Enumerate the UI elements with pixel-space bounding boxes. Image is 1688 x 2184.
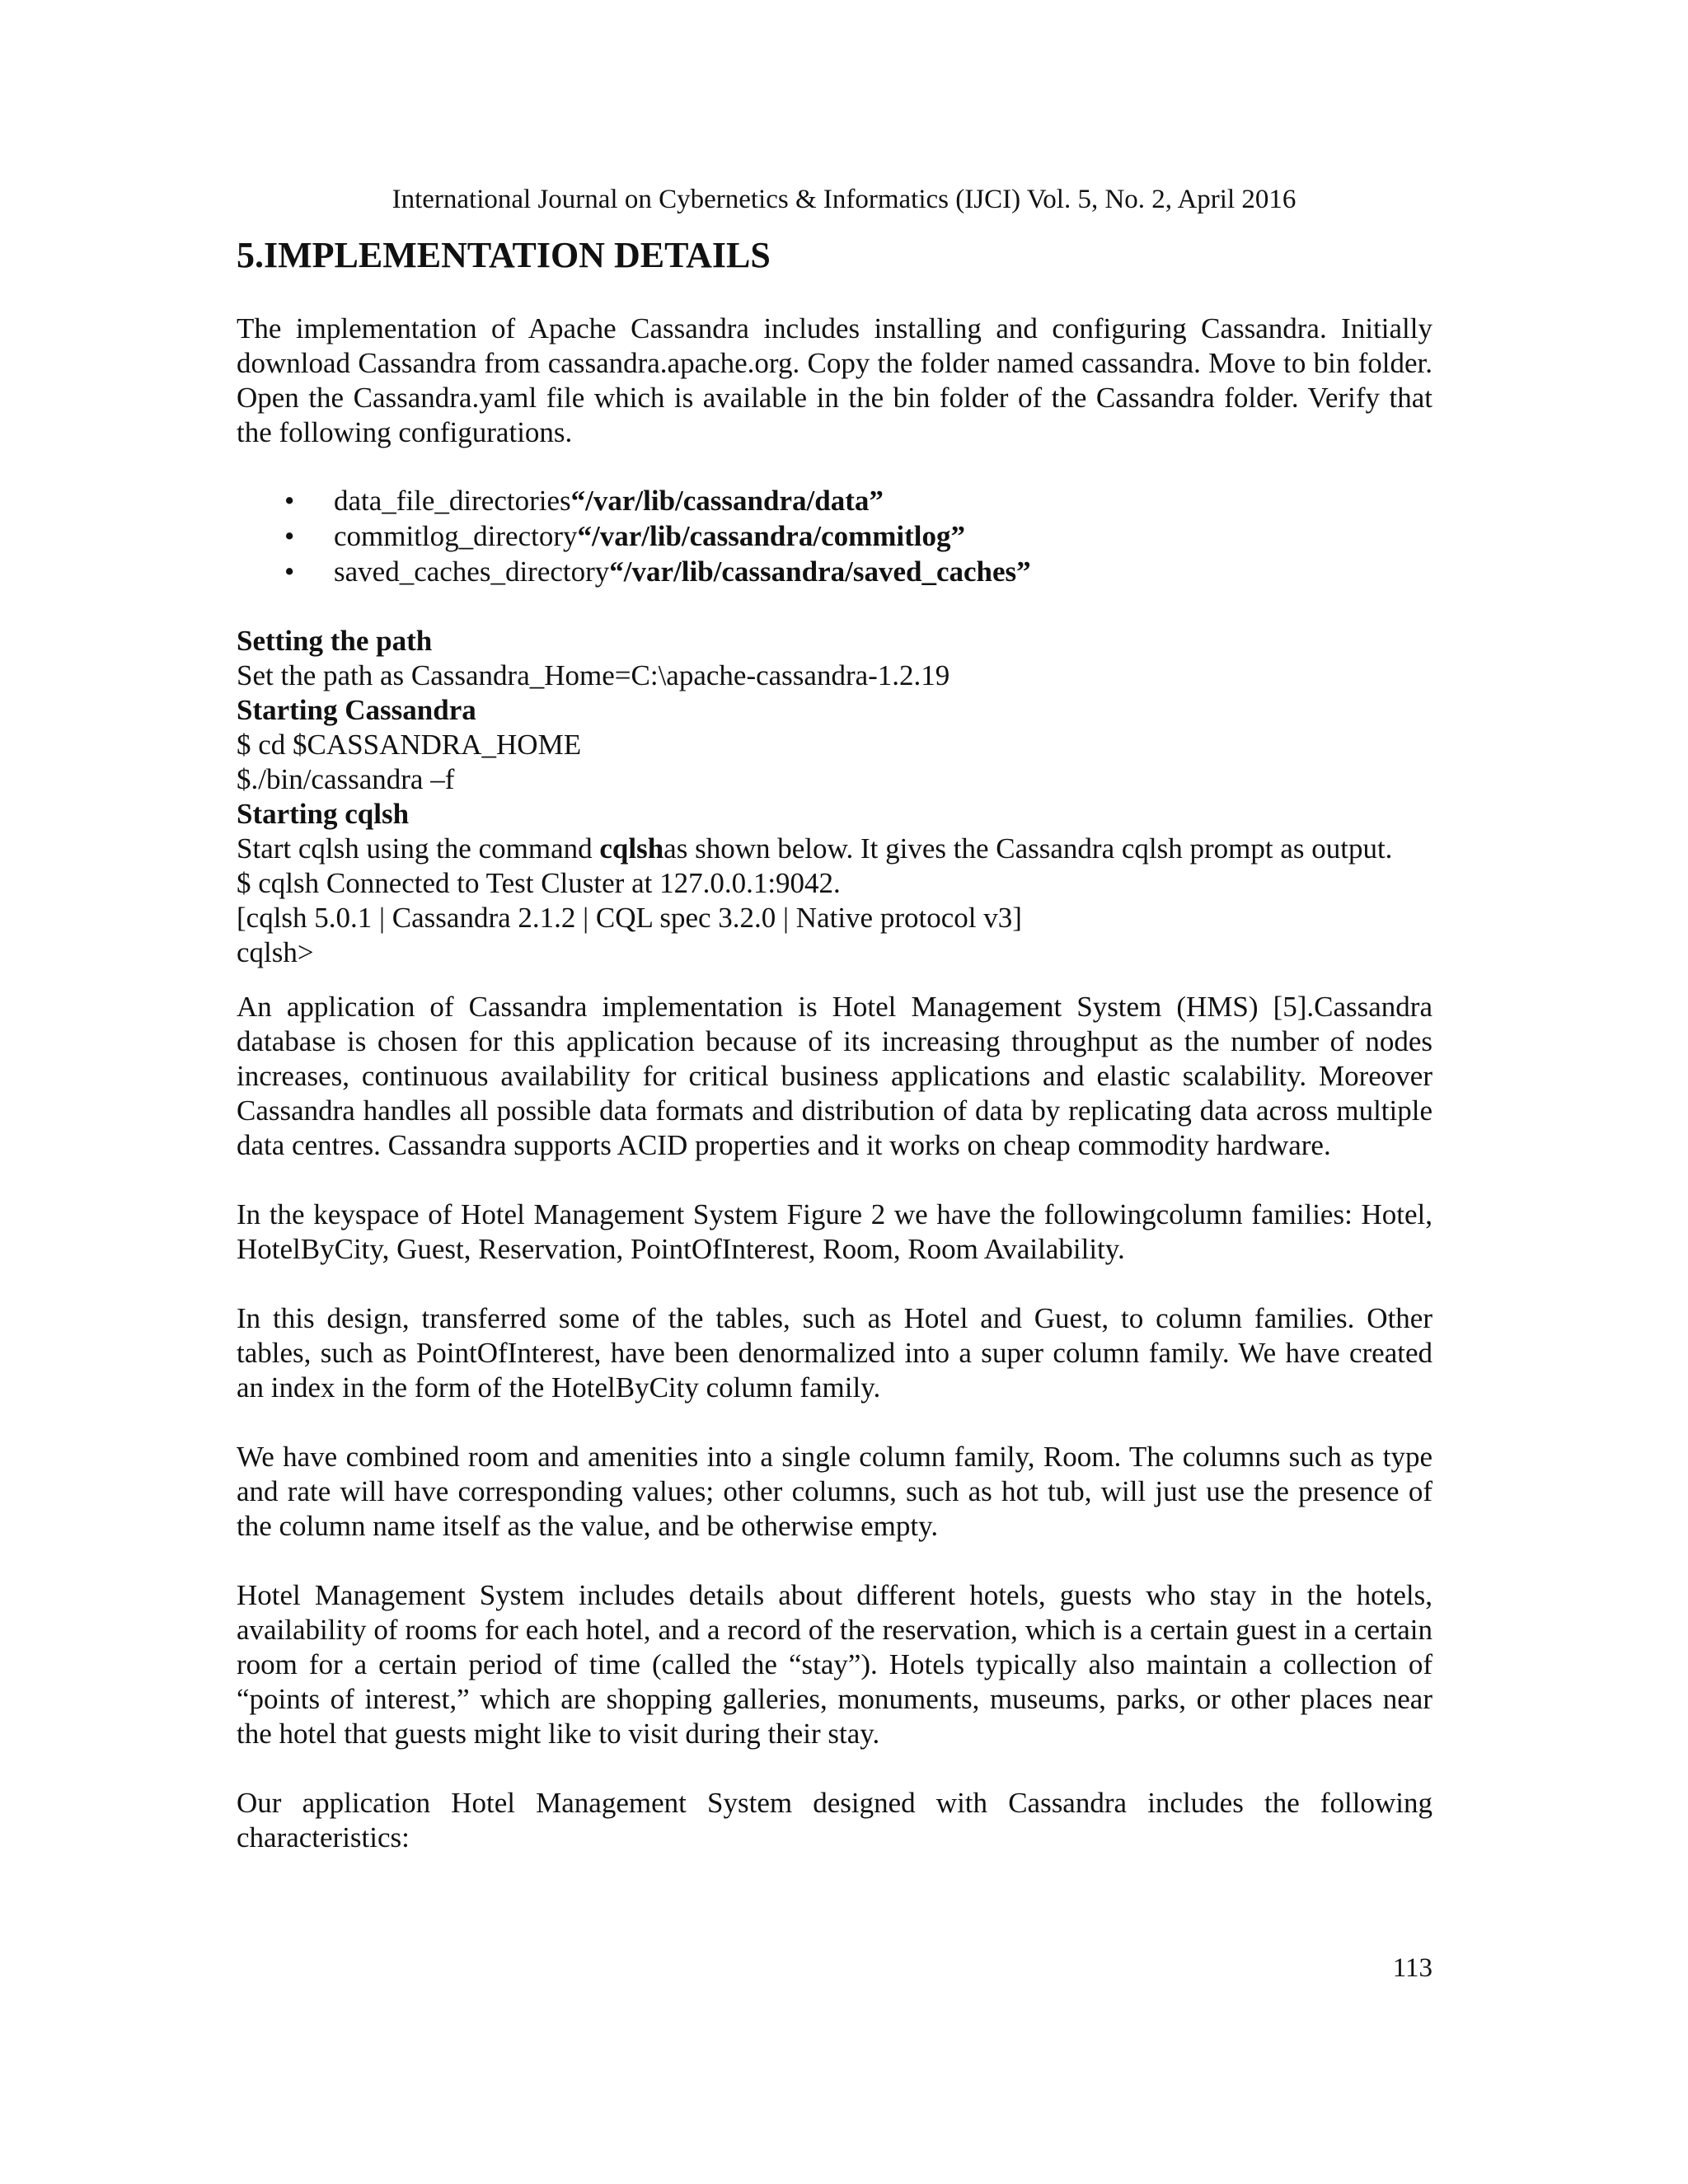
- config-key: data_file_directories: [334, 485, 571, 517]
- config-item-data-dir: [237, 483, 1432, 518]
- config-item-saved-caches-dir: [237, 554, 1432, 589]
- starting-cassandra-heading: Starting Cassandra: [237, 694, 476, 726]
- starting-cqlsh-heading: Starting cqlsh: [237, 798, 410, 830]
- cqlsh-prompt: cqlsh>: [237, 936, 314, 968]
- config-key: saved_caches_directory: [334, 555, 610, 588]
- cqlsh-command-term: cqlsh: [599, 832, 664, 865]
- config-list: [237, 483, 1432, 589]
- cqlsh-description: [237, 832, 1432, 866]
- config-value: “/var/lib/cassandra/saved_caches”: [609, 555, 1031, 588]
- details-paragraph: Hotel Management System includes details about different hotels, guests who stay in the hotels, availability of rooms for each hotel, and a record of the reservation, which is a certain guest in a certain room for a certain period of time (called the “stay”). Hotels typically also maintain a collection of “points of interest,” which are shopping galleries, monuments, museums, parks, or other places near the hotel that guests might like to visit during their stay.: [237, 1579, 1432, 1750]
- start-command-run: $./bin/cassandra –f: [237, 763, 455, 795]
- setting-path-heading: Setting the path: [237, 625, 433, 657]
- hms-intro-paragraph: An application of Cassandra implementation is Hotel Management System (HMS) [5].Cassandra database is chosen for this application because of its increasing throughput as the number of nodes increases, continuous availability for critical business applications and elastic scalability. Moreover Cassandra handles all possible data formats and distribution of data by replicating data across multiple data centres. Cassandra supports ACID properties and it works on cheap commodity hardware.: [237, 991, 1432, 1161]
- config-item-commitlog-dir: [237, 518, 1432, 554]
- config-key: commitlog_directory: [334, 520, 578, 552]
- bullet-icon: •: [284, 485, 295, 517]
- setup-block: [237, 624, 1432, 970]
- room-paragraph: We have combined room and amenities into a single column family, Room. The columns such as type and rate will have corresponding values; other columns, such as hot tub, will just use the presence of the column name itself as the value, and be otherwise empty.: [237, 1441, 1432, 1542]
- bullet-icon: •: [284, 520, 295, 552]
- cqlsh-text-before: Start cqlsh using the command: [237, 832, 600, 865]
- cqlsh-output-line: $ cqlsh Connected to Test Cluster at 127.0.0.1:9042.: [237, 867, 841, 899]
- page-content: [237, 231, 1432, 1855]
- bullet-icon: •: [284, 555, 295, 588]
- config-value: “/var/lib/cassandra/data”: [570, 485, 884, 517]
- cqlsh-text-after: as shown below. It gives the Cassandra cqlsh prompt as output.: [663, 832, 1393, 865]
- section-title: 5.IMPLEMENTATION DETAILS: [237, 235, 771, 275]
- page-number: 113: [1392, 1953, 1432, 1983]
- setting-path-text: Set the path as Cassandra_Home=C:\apache-cassandra-1.2.19: [237, 659, 950, 691]
- design-paragraph: In this design, transferred some of the tables, such as Hotel and Guest, to column families. Other tables, such as PointOfInterest, have been denormalized into a super column family. We have created an index in the form of the HotelByCity column family.: [237, 1302, 1432, 1404]
- keyspace-paragraph: In the keyspace of Hotel Management System Figure 2 we have the followingcolumn families: Hotel, HotelByCity, Guest, Reservation, PointOfInterest, Room, Room Availability.: [237, 1198, 1432, 1265]
- intro-paragraph: The implementation of Apache Cassandra includes installing and configuring Cassandra. Initially download Cassandra from cassandra.apache.org. Copy the folder named cassandra. Move to bin folder. Open the Cassandra.yaml file which is available in the bin folder of the Cassandra folder. Verify that the following configurations.: [237, 312, 1432, 448]
- config-value: “/var/lib/cassandra/commitlog”: [577, 520, 966, 552]
- cqlsh-output-line: [cqlsh 5.0.1 | Cassandra 2.1.2 | CQL spec 3.2.0 | Native protocol v3]: [237, 902, 1022, 934]
- characteristics-paragraph: Our application Hotel Management System designed with Cassandra includes the following characteristics:: [237, 1787, 1432, 1854]
- start-command-cd: $ cd $CASSANDRA_HOME: [237, 729, 582, 761]
- running-header: International Journal on Cybernetics & Informatics (IJCI) Vol. 5, No. 2, April 2016: [392, 185, 1296, 214]
